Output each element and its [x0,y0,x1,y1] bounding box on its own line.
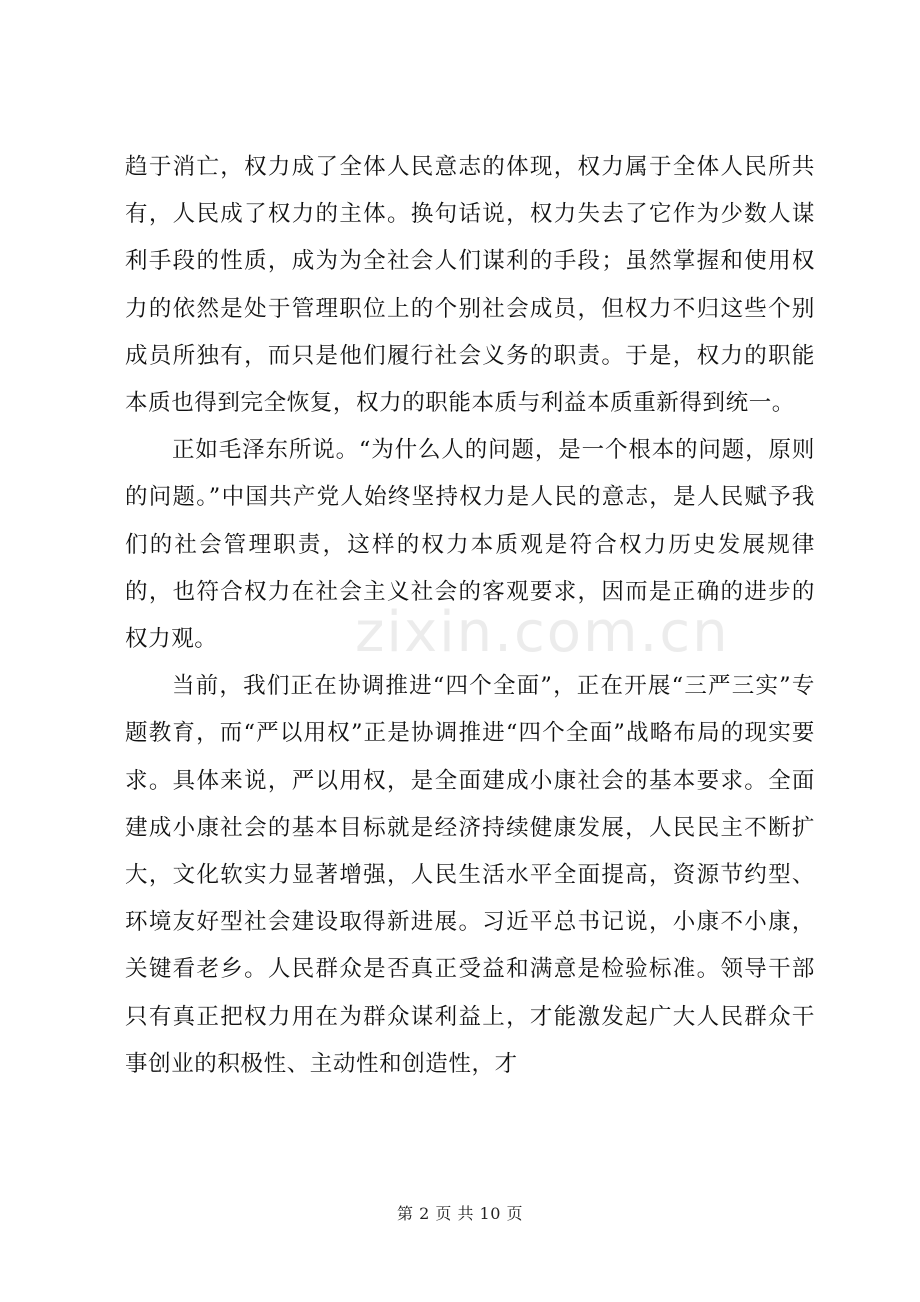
paragraph-1: 趋于消亡，权力成了全体人民意志的体现，权力属于全体人民所共有，人民成了权力的主体。换句话说，权力失去了它作为少数人谋利手段的性质，成为为全社会人们谋利的手段；虽然掌握和使用权力的依然是处于管理职位上的个别社会成员，但权力不归这些个别成员所独有，而只是他们履行社会义务的职责。于是，权力的职能本质也得到完全恢复，权力的职能本质与利益本质重新得到统一。 [125,154,815,417]
body-text [125,144,815,1088]
page-footer: 第 2 页 共 10 页 [397,1204,523,1223]
paragraph-3: 当前，我们正在协调推进“四个全面”，正在开展“三严三实”专题教育，而“严以用权”正是协调推进“四个全面”战略布局的现实要求。具体来说，严以用权，是全面建成小康社会的基本要求。全面建成小康社会的基本目标就是经济持续健康发展，人民民主不断扩大，文化软实力显著增强，人民生活水平全面提高，资源节约型、环境友好型社会建设取得新进展。习近平总书记说，小康不小康，关键看老乡。人民群众是否真正受益和满意是检验标准。领导干部只有真正把权力用在为群众谋利益上，才能激发起广大人民群众干事创业的积极性、主动性和创造性，才 [125,673,815,1077]
paragraph-2: 正如毛泽东所说。“为什么人的问题，是一个根本的问题，原则的问题。”中国共产党人始终坚持权力是人民的意志，是人民赋予我们的社会管理职责，这样的权力本质观是符合权力历史发展规律的，也符合权力在社会主义社会的客观要求，因而是正确的进步的权力观。 [125,437,815,653]
watermark: zixin.com.cn [355,600,730,665]
